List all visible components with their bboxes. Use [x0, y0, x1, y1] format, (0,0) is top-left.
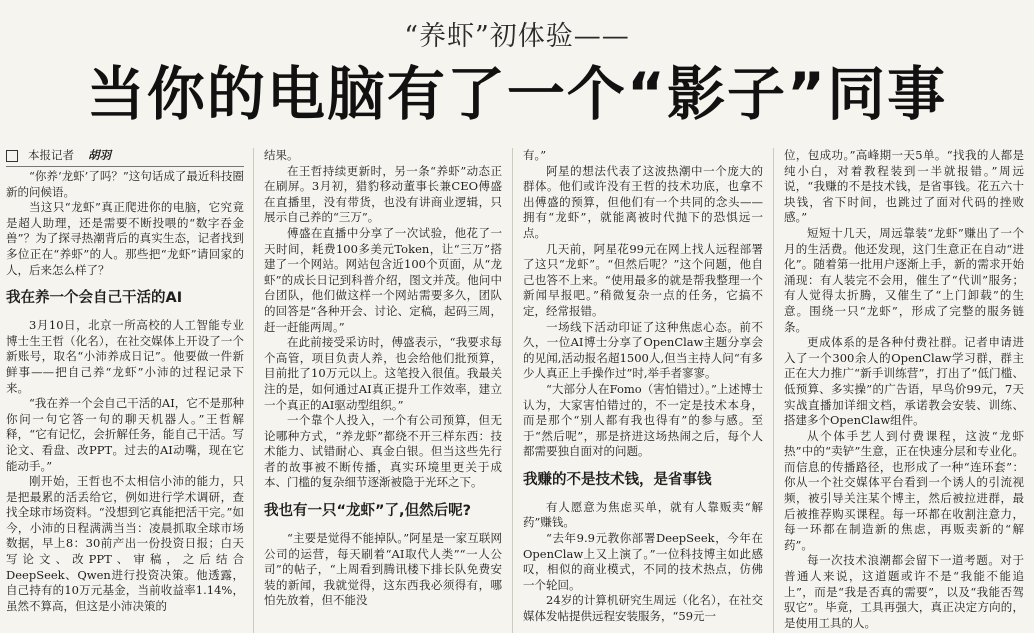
subhead: 我也有一只“龙虾”了,但然后呢?: [264, 503, 471, 520]
paragraph: 傅盛在直播中分享了一次试验，他花了一天时间，耗费100多美元Token，让“三万”搭建了一个网站。网站包含近100个页面，从“龙虾”的成长日记到科普介绍，图文并茂。他问中台团队，他们做这样一个网站需要多久，团队的回答是“各种开会、讨论、定稿，起码三周，赶一赶能两周。”: [264, 225, 502, 334]
article-column-2: [264, 148, 502, 633]
paragraph: 每一次技术浪潮都会留下一道考题。对于普通人来说，这道题或许不是“我能不能追上”，而是“我是否真的需要”，以及“我能否驾驭它”。毕竟，工具再强大，真正决定方向的，是使用工具的人。: [784, 553, 1024, 630]
paragraph: 刚开始，王哲也不太相信小沛的能力，只是把最累的活丢给它，例如进行学术调研，查找全球市场资料。“没想到它真能把活干完。”如今，小沛的日程满满当当：凌晨抓取全球市场数据，早上8：30前产出一份投资日报；白天写论文、改PPT、审稿，之后结合DeepSeek、Qwen进行投资决策。他透露，自己持有的10万元基金，当前收益率1.14%，虽然不算高，但这是小沛决策的: [6, 474, 244, 613]
paragraph: 结果。: [264, 148, 299, 162]
reporter-label: 本报记者: [28, 148, 74, 163]
reporter-name: 胡羽: [88, 148, 111, 163]
paragraph: 阿星的想法代表了这波热潮中一个庞大的群体。他们或许没有王哲的技术功底，也拿不出傅盛的预算，但他们有一个共同的念头——拥有“龙虾”，就能离被时代抛下的恐惧远一点。: [523, 163, 763, 240]
paragraph: “大部分人在Fomo（害怕错过）。”上述博士认为，大家害怕错过的，不一定是技术本身，而是那个“别人都有我也得有”的参与感。至于“然后呢”，那是挤进这场热闹之后，每个人都需要独自面对的问题。: [523, 381, 763, 459]
paragraph: 3月10日，北京一所高校的人工智能专业博士生王哲（化名），在社交媒体上开设了一个新账号，取名“小沛养成日记”。他要做一件新鲜事——把自己养“龙虾”小沛的过程记录下来。: [6, 318, 244, 395]
article-column-3: [523, 148, 763, 633]
article-column-1: [6, 148, 244, 633]
paragraph: 一个靠个人投入，一个有公司预算，但无论哪种方式，“养龙虾”都绕不开三样东西：技术能力、试错耐心、真金白银。但当这些先行者的故事被不断传播，真实环境里更关于成本、门槛的复杂细节逐渐被隐于光环之下。: [264, 413, 502, 490]
paragraph: 有人愿意为焦虑买单，就有人靠贩卖“解药”赚钱。: [523, 499, 763, 530]
headline: 当你的电脑有了一个“影子”同事: [86, 60, 948, 128]
subhead: 我赚的不是技术钱，是省事钱: [523, 471, 712, 488]
paragraph: 在此前接受采访时，傅盛表示，“我要求每个高管，项目负责人养，也会给他们批预算，目前批了10万元以上。这笔投入很值。我最关注的是，如何通过AI真正提升工作效率，建立一个真正的AI驱动型组织。”: [264, 335, 502, 412]
paragraph: 短短十几天，周远靠装“龙虾”赚出了一个月的生活费。他还发现，这门生意正在自动“进化”。随着第一批用户逐渐上手，新的需求开始涌现：有人装完不会用，催生了“代训”服务；有人觉得太折腾，又催生了“上门卸载”的生意。围绕一只“龙虾”，形成了完整的服务链条。: [784, 225, 1024, 334]
paragraph: 有。”: [523, 148, 547, 162]
article-column-4: [784, 148, 1024, 633]
kicker-title: “养虾”初体验——: [404, 21, 630, 52]
column-divider: [253, 148, 254, 633]
paragraph: 位，包成功。”高峰期一天5单。“找我的人都是纯小白，对着教程装到一半就报错。”周远说，“我赚的不是技术钱，是省事钱。花五六十块钱，省下时间，也跳过了面对代码的挫败感。”: [784, 148, 1024, 225]
paragraph: 几天前，阿星花99元在网上找人远程部署了这只“龙虾”。“但然后呢？”这个问题，他自己也答不上来。“使用最多的就是帮我整理一个新闻早报吧。”稍微复杂一点的任务，它搞不定，经常报错。: [523, 241, 763, 318]
paragraph: “去年9.9元教你部署DeepSeek，今年在OpenClaw上又上演了。”一位科技博主如此感叹，相似的商业模式，不同的技术热点，仿佛一个轮回。: [523, 531, 763, 592]
paragraph: “主要是觉得不能掉队。”阿星是一家互联网公司的运营，每天刷着“AI取代人类”“一人公司”的帖子，“上周看到腾讯楼下排长队免费安装的新闻，我就觉得，这东西我必须得有，哪怕先放着，但不能没: [264, 531, 502, 608]
subhead: 我在养一个会自己干活的AI: [6, 290, 183, 307]
paragraph: 更成体系的是各种付费社群。记者申请进入了一个300余人的OpenClaw学习群，群主正在大力推广“新手训练营”，打出了“低门槛、低预算、多实操”的广告语，早鸟价99元，7天实战直播加详细文档，承诺教会安装、训练、搭建多个OpenClaw组件。: [784, 335, 1024, 428]
column-divider: [773, 148, 774, 633]
byline: [6, 148, 244, 167]
paragraph: 一场线下活动印证了这种焦虑心态。前不久，一位AI博士分享了OpenClaw主题分享会的见闻,活动报名超1500人,但当主持人问“有多少人真正上手操作过”时,举手者寥寥。: [523, 319, 763, 381]
paragraph: “我在养一个会自己干活的AI，它不是那种你问一句它答一句的聊天机器人。”王哲解释，“它有记忆，会折解任务，能自己干活。写论文、看盘、改PPT。过去的AI动嘴，现在它能动手。”: [6, 396, 244, 473]
column-divider: [512, 148, 513, 633]
byline-box-icon: [6, 150, 18, 162]
paragraph: “你养‘龙虾’了吗？”这句话成了最近科技圈新的问候语。: [6, 169, 244, 199]
paragraph: 当这只“龙虾”真正爬进你的电脑，它究竟是超人助理，还是需要不断投喂的“数字吞金兽”？为了探寻热潮背后的真实生态，记者找到多位正在“养虾”的人。那些把“龙虾”请回家的人，后来怎么样了？: [6, 200, 244, 277]
paragraph: 从个体手艺人到付费课程，这波“龙虾热”中的“卖铲”生意，正在快速分层和专业化。而信息的传播路径，也形成了一种“连环套”：你从一个社交媒体平台看到一个诱人的引流视频，被引导关注某个博主，然后被拉进群，最后被推荐购买课程。每一环都在收割注意力，每一环都在制造新的焦虑，再贩卖新的“解药”。: [784, 428, 1024, 552]
paragraph: 24岁的计算机研究生周远（化名），在社交媒体发帖提供远程安装服务，“59元一: [523, 593, 763, 624]
paragraph: 在王哲持续更新时，另一条“养虾”动态正在刷屏。3月初，猎豹移动董事长兼CEO傅盛在直播里，没有带货，也没有讲商业逻辑，只展示自己养的“三万”。: [264, 163, 502, 225]
